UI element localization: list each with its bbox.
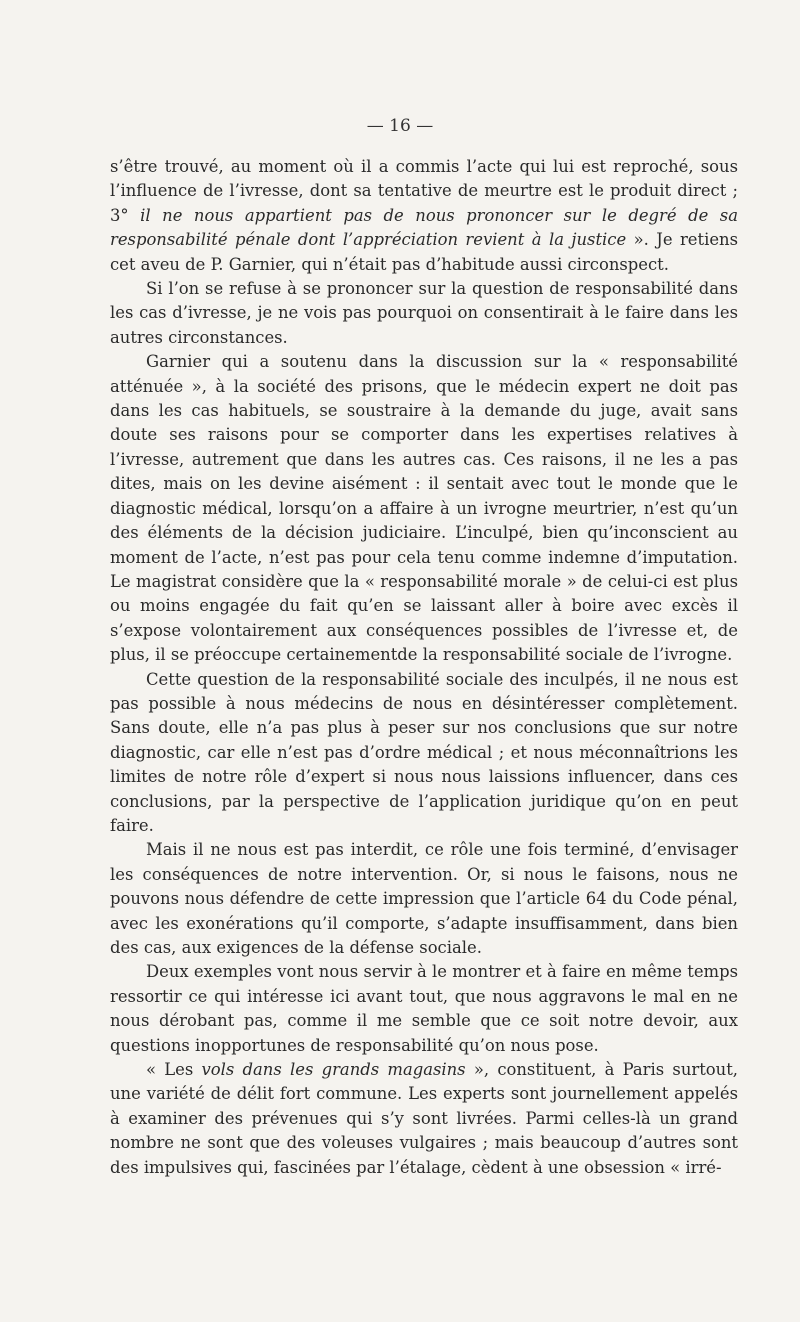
- paragraph: Cette question de la responsabilité sociale des inculpés, il ne nous est pas possible à nous médecins de nous en désintéresser complètement. Sans doute, elle n’a pas plus à peser sur nos conclusions que sur notre diagnostic, car elle n’est pas d’ordre médical ; et nous méconnaîtrions les limites de notre rôle d’expert si nous nous laissions influencer, dans ces conclusions, par la perspective de l’application juridique qu’on en peut faire.: [110, 669, 738, 835]
- italic-quote: il ne nous appartient pas de nous prononcer sur le degré de sa responsabilité pénale dont l’appréciation revient à la justice: [110, 205, 738, 250]
- paragraph: Deux exemples vont nous servir à le montrer et à faire en même temps ressortir ce qui intéresse ici avant tout, que nous aggravons le mal en ne nous dérobant pas, comme il me semble que ce soit notre devoir, aux questions inopportunes de responsabilité qu’on nous pose.: [110, 962, 738, 1055]
- paragraph: Mais il ne nous est pas interdit, ce rôle une fois terminé, d’envisager les conséquences de notre intervention. Or, si nous le faisons, nous ne pouvons nous défendre de cette impression que l’article 64 du Code pénal, avec les exonérations qu’il comporte, s’adapte insuffisamment, dans bien des cas, aux exigences de la défense sociale.: [110, 840, 738, 957]
- paragraph: Si l’on se refuse à se prononcer sur la question de responsabilité dans les cas d’ivresse, je ne vois pas pourquoi on consentirait à le faire dans les autres circonstances.: [110, 279, 738, 347]
- paragraph: « Les vols dans les grands magasins », constituent, à Paris surtout, une variété de délit fort commune. Les experts sont journellement appelés à examiner des prévenues qui s’y sont livrées. Parmi celles-là un grand nombre ne sont que des voleuses vulgaires ; mais beaucoup d’autres sont des impulsives qui, fascinées par l’étalage, cèdent à une obsession « irré-: [110, 1060, 739, 1177]
- italic-phrase: vols dans les grands magasins: [201, 1060, 466, 1080]
- paragraph: s’être trouvé, au moment où il a commis l’acte qui lui est reproché, sous l’influence de l’ivresse, dont sa tentative de meurtre est le produit direct ; 3° il ne nous appartient pas de nous prononcer sur le degré de sa responsabilité pénale dont l’appréciation revient à la justice ». Je retiens cet aveu de P. Garnier, qui n’était pas d’habitude aussi circonspect.: [110, 157, 738, 274]
- page-number: — 16 —: [366, 116, 434, 136]
- paragraph: Garnier qui a soutenu dans la discussion sur la « responsabilité atténuée », à la société des prisons, que le médecin expert ne doit pas dans les cas habituels, se soustraire à la demande du juge, avait sans doute ses raisons pour se comporter dans les expertises relatives à l’ivresse, autrement que dans les autres cas. Ces raisons, il ne les a pas dites, mais on les devine aisément : il sentait avec tout le monde que le diagnostic médical, lorsqu’on a affaire à un ivrogne meurtrier, n’est qu’un des éléments de la décision judiciaire. L’inculpé, bien qu’inconscient au moment de l’acte, n’est pas pour cela tenu comme indemne d’imputation. Le magistrat considère que la « responsabilité morale » de celui-ci est plus ou moins engagée du fait qu’en se laissant aller à boire avec excès il s’expose volontairement aux conséquences possibles de l’ivresse et, de plus, il se préoccupe certainementde la responsabilité sociale de l’ivrogne.: [110, 352, 738, 665]
- body-text: [110, 155, 738, 1180]
